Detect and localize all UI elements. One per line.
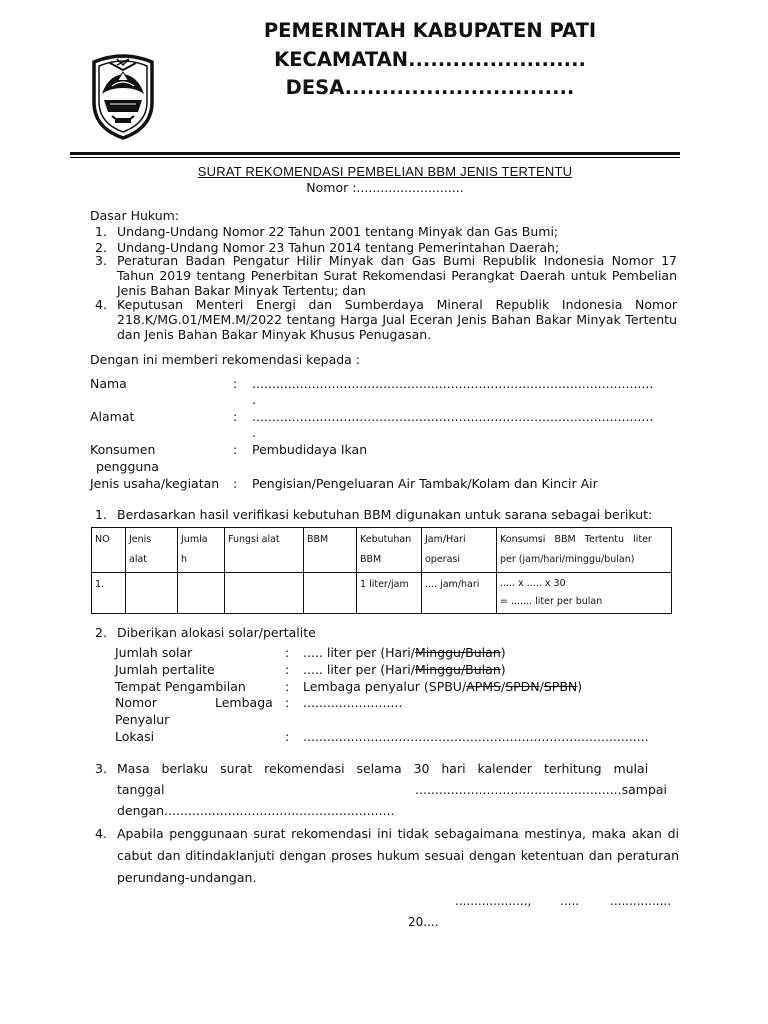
nama-value: ..................................................................................................... [252, 376, 654, 391]
lokasi-label: Lokasi [115, 729, 155, 744]
tempat-pengambilan-label: Tempat Pengambilan [115, 679, 246, 694]
dasar-hukum-item-4: Keputusan Menteri Energi dan Sumberdaya Mineral Republik Indonesia Nomor 218.K/MG.01/MEM.M/2022 tentang Harga Jual Eceran Jenis Bahan Bakar Minyak Tertentu dan Jenis Bahan Bakar Minyak Khusus Penugasan. [117, 297, 677, 342]
header-rule-thin [70, 157, 680, 158]
section-3-num: 3. [95, 761, 107, 776]
dasar-hukum-item-3: Peraturan Badan Pengatur Hilir Minyak dan Gas Bumi Republik Indonesia Nomor 17 Tahun 2019 tentang Penerbitan Surat Rekomendasi Perangkat Daerah untuk Pembelian Jenis Bahan Bakar Minyak Tertentu; dan [117, 253, 677, 298]
nomor-lembaga-label-3: Penyalur [115, 712, 170, 727]
nama-value-dot: . [252, 392, 256, 407]
alamat-value: ..................................................................................................... [252, 409, 654, 424]
header-jumlah: Jumla h [178, 528, 225, 573]
table-row [92, 573, 672, 614]
konsumen-label-2: pengguna [96, 459, 159, 474]
cell-jumlah [178, 573, 225, 614]
section-2-text: Diberikan alokasi solar/pertalite [117, 625, 316, 640]
header-kebutuhan: Kebutuhan BBM [357, 528, 422, 573]
signature-month: ................ [610, 894, 672, 908]
konsumen-value: Pembudidaya Ikan [252, 442, 368, 457]
jenis-usaha-value: Pengisian/Pengeluaran Air Tambak/Kolam dan Kincir Air [252, 476, 598, 491]
alamat-value-dot: . [252, 425, 256, 440]
cell-fungsi [225, 573, 304, 614]
jumlah-solar-label: Jumlah solar [115, 645, 193, 660]
signature-day: ..... [560, 894, 580, 908]
jumlah-pertalite-colon: : [285, 662, 290, 677]
header-konsumsi: Konsumsi BBM Tertentu liter per (jam/hari/minggu/bulan) [497, 528, 672, 573]
header-jam-hari: Jam/Hari operasi [422, 528, 497, 573]
kabupaten-pati-logo [88, 50, 158, 140]
jumlah-pertalite-value: ..... liter per (Hari/Minggu/Bulan) [303, 662, 506, 677]
tempat-pengambilan-value: Lembaga penyalur (SPBU/APMS/SPDN/SPBN) [303, 679, 583, 694]
jumlah-pertalite-label: Jumlah pertalite [115, 662, 215, 677]
alamat-colon: : [233, 409, 238, 424]
document-title: SURAT REKOMENDASI PEMBELIAN BBM JENIS TERTENTU [197, 164, 573, 179]
lokasi-colon: : [285, 729, 290, 744]
section-4-num: 4. [95, 826, 107, 841]
header-jenis: Jenis alat [126, 528, 178, 573]
lokasi-value: ....................................................................................... [303, 729, 649, 744]
cell-no: 1. [92, 573, 126, 614]
section-4-line-1: Apabila penggunaan surat rekomendasi ini tidak sebagaimana mestinya, maka akan di [117, 826, 679, 841]
konsumen-colon: : [233, 442, 238, 457]
cell-konsumsi: ..... x ..... x 30 = ....... liter per bulan [497, 573, 672, 614]
nama-colon: : [233, 376, 238, 391]
signature-place: ..................., [455, 894, 532, 908]
section-3-tanggal: tanggal [117, 782, 165, 797]
konsumen-label: Konsumen [90, 442, 156, 457]
jumlah-solar-value: ..... liter per (Hari/Minggu/Bulan) [303, 645, 506, 660]
section-2-num: 2. [95, 625, 107, 640]
dasar-hukum-num-1: 1. [95, 224, 107, 239]
header-line-government: PEMERINTAH KABUPATEN PATI [263, 19, 597, 42]
nama-label: Nama [90, 376, 127, 391]
section-4-line-2: cabut dan ditindaklanjuti dengan proses hukum sesuai dengan ketentuan dan peraturan [117, 848, 679, 863]
dasar-hukum-label: Dasar Hukum: [90, 208, 180, 223]
cell-bbm [304, 573, 357, 614]
verification-table [91, 527, 672, 614]
cell-jenis [126, 573, 178, 614]
section-3-line-3: dengan.......................................................... [117, 803, 395, 818]
header-rule-thick [70, 152, 680, 155]
jenis-usaha-label: Jenis usaha/kegiatan [90, 476, 220, 491]
rekomendasi-intro: Dengan ini memberi rekomendasi kepada : [90, 352, 361, 367]
cell-jam-hari: .... jam/hari [422, 573, 497, 614]
section-3-sampai: ....................................................sampai [415, 782, 668, 797]
section-4-line-3: perundang-undangan. [117, 870, 257, 885]
dasar-hukum-item-1: Undang-Undang Nomor 22 Tahun 2001 tentang Minyak dan Gas Bumi; [117, 224, 559, 239]
header-bbm: BBM [304, 528, 357, 573]
header-fungsi: Fungsi alat [225, 528, 304, 573]
jumlah-solar-colon: : [285, 645, 290, 660]
tempat-pengambilan-colon: : [285, 679, 290, 694]
dasar-hukum-num-2: 2. [95, 240, 107, 255]
dasar-hukum-num-4: 4. [95, 297, 107, 312]
dasar-hukum-num-3: 3. [95, 253, 107, 268]
table-header-row [92, 528, 672, 573]
cell-kebutuhan: 1 liter/jam [357, 573, 422, 614]
section-1-num: 1. [95, 507, 107, 522]
section-3-line-1: Masa berlaku surat rekomendasi selama 30 hari kalender terhitung mulai [117, 761, 649, 776]
header-line-desa: DESA............................... [285, 76, 575, 99]
jenis-usaha-colon: : [233, 476, 238, 491]
signature-year: 20.... [408, 915, 439, 929]
document-number: Nomor :........................... [306, 180, 464, 195]
nomor-lembaga-value: ......................... [303, 695, 403, 710]
nomor-lembaga-label-2: Lembaga [215, 695, 273, 710]
nomor-lembaga-label: Nomor [115, 695, 157, 710]
section-1-text: Berdasarkan hasil verifikasi kebutuhan BBM digunakan untuk sarana sebagai berikut: [117, 507, 653, 522]
alamat-label: Alamat [90, 409, 135, 424]
dasar-hukum-item-2: Undang-Undang Nomor 23 Tahun 2014 tentang Pemerintahan Daerah; [117, 240, 560, 255]
header-no: NO [92, 528, 126, 573]
header-line-kecamatan: KECAMATAN........................ [274, 48, 586, 71]
nomor-lembaga-colon: : [285, 695, 290, 710]
